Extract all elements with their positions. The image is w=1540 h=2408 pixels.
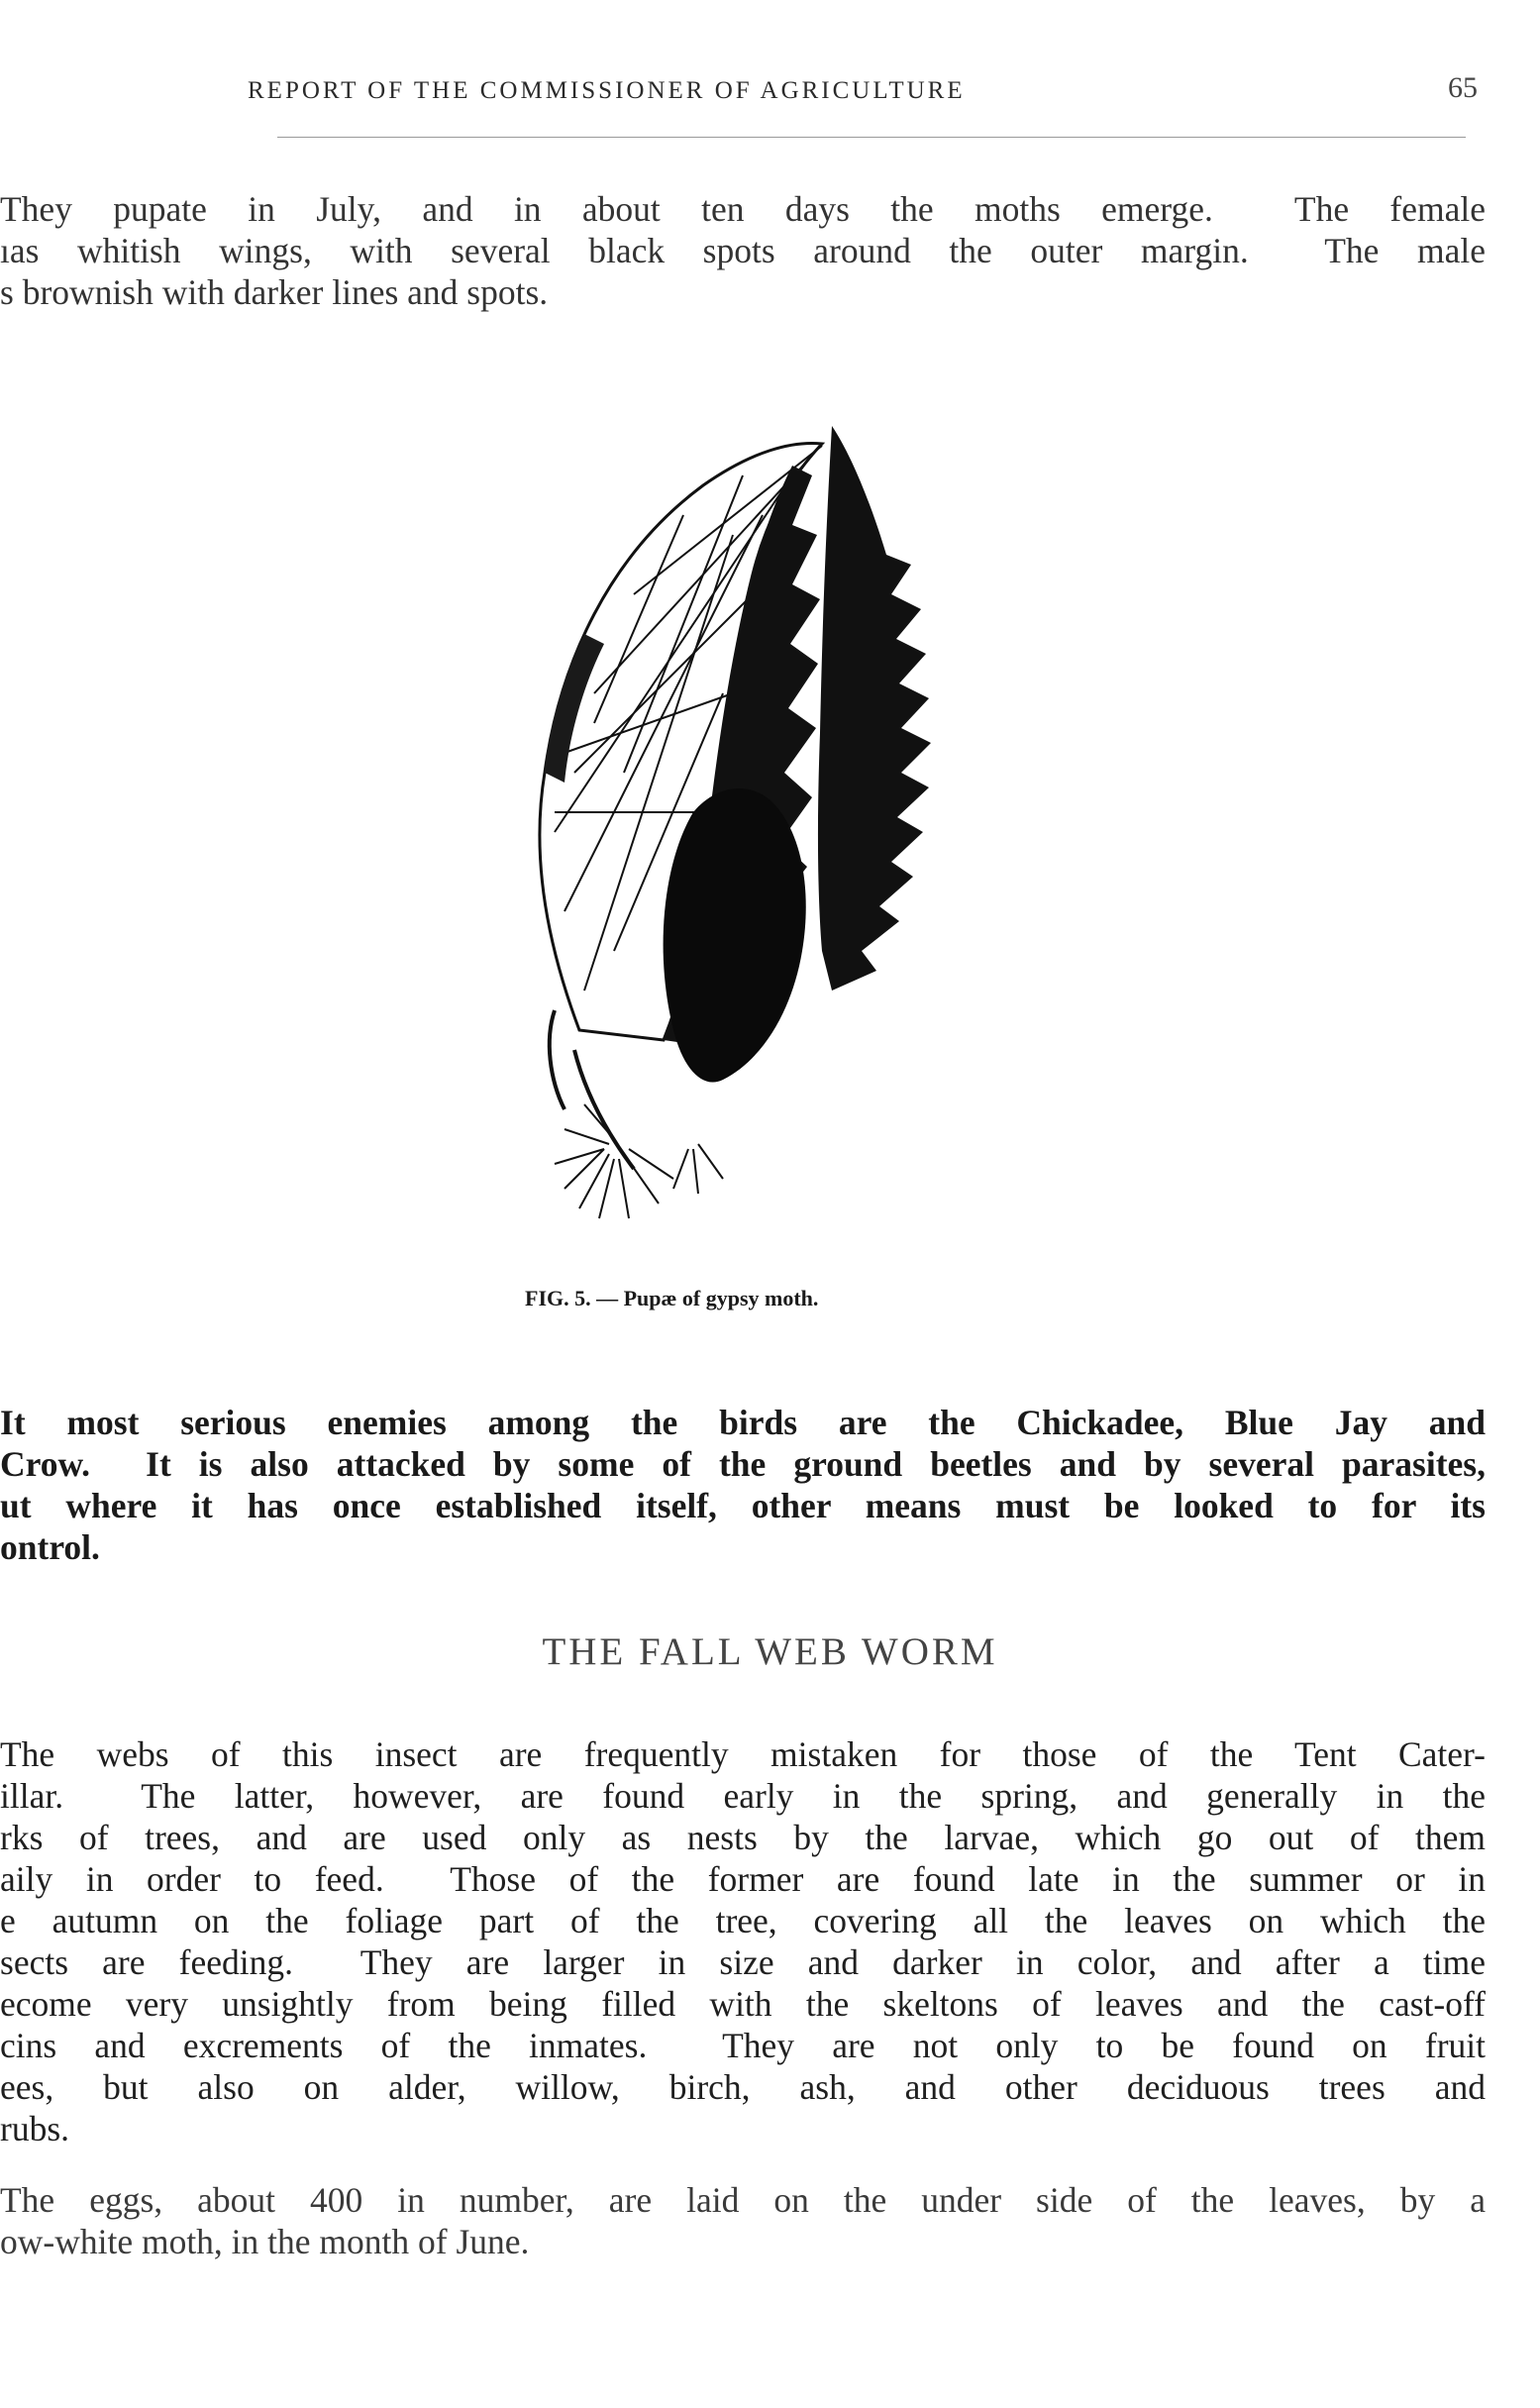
text-line: rubs. xyxy=(0,2109,70,2148)
leaf-with-pupae-illustration-icon xyxy=(436,396,1030,1288)
text-line: The webs of this insect are frequently mistaken for those of the Tent Cater- xyxy=(0,1734,1486,1774)
running-head: REPORT OF THE COMMISSIONER OF AGRICULTURE xyxy=(248,77,966,104)
text-line: ıas whitish wings, with several black spots around the outer margin. The male xyxy=(0,231,1486,270)
page-number: 65 xyxy=(1448,71,1478,104)
figure-caption: FIG. 5. — Pupæ of gypsy moth. xyxy=(525,1286,819,1310)
paragraph-webs xyxy=(0,1733,1486,2149)
text-line: It most serious enemies among the birds are the Chickadee, Blue Jay and xyxy=(0,1403,1486,1442)
figure-pupae-illustration xyxy=(436,396,1030,1288)
paragraph-eggs xyxy=(0,2179,1486,2262)
text-line: rks of trees, and are used only as nests by the larvae, which go out of them xyxy=(0,1818,1486,1857)
text-line: They pupate in July, and in about ten days the moths emerge. The female xyxy=(0,189,1486,229)
paragraph-enemies xyxy=(0,1402,1486,1568)
text-line: sects are feeding. They are larger in size and darker in color, and after a time xyxy=(0,1942,1486,1982)
text-line: cins and excrements of the inmates. They are not only to be found on fruit xyxy=(0,2026,1486,2065)
text-line: ecome very unsightly from being filled with the skeltons of leaves and the cast-off xyxy=(0,1984,1486,2024)
text-line: ees, but also on alder, willow, birch, ash, and other deciduous trees and xyxy=(0,2067,1486,2107)
text-line: ontrol. xyxy=(0,1527,100,1567)
text-line: The eggs, about 400 in number, are laid on the under side of the leaves, by a xyxy=(0,2180,1486,2220)
header-rule xyxy=(277,137,1466,138)
text-line: ow-white moth, in the month of June. xyxy=(0,2222,530,2261)
text-line: aily in order to feed. Those of the former are found late in the summer or in xyxy=(0,1859,1486,1899)
text-line: illar. The latter, however, are found early in the spring, and generally in the xyxy=(0,1776,1486,1816)
text-line: e autumn on the foliage part of the tree, covering all the leaves on which the xyxy=(0,1901,1486,1940)
text-line: s brownish with darker lines and spots. xyxy=(0,272,549,312)
text-line: ut where it has once established itself, other means must be looked to for its xyxy=(0,1486,1486,1525)
text-line: Crow. It is also attacked by some of the ground beetles and by several parasites, xyxy=(0,1444,1486,1484)
section-title: THE FALL WEB WORM xyxy=(542,1630,998,1673)
paragraph-pupation xyxy=(0,188,1486,313)
